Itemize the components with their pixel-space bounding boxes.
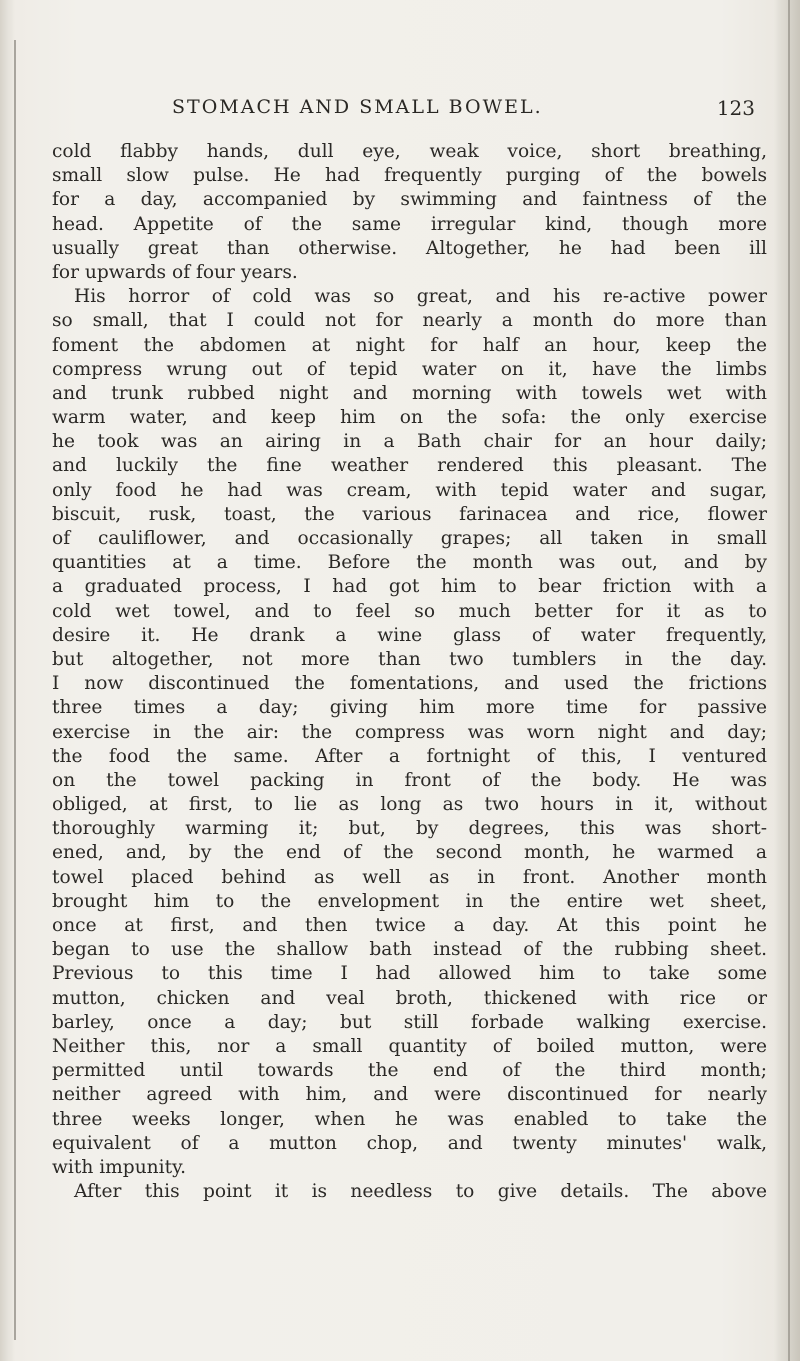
page-gutter-shadow: [0, 0, 14, 1361]
text-line: brought him to the envelopment in the entire wet sheet,: [52, 890, 767, 912]
text-line: biscuit, rusk, toast, the various farinacea and rice, flower: [52, 503, 767, 525]
text-line: I now discontinued the fomentations, and used the frictions: [52, 673, 767, 695]
text-line: he took was an airing in a Bath chair for an hour daily;: [52, 431, 767, 453]
text-line: Previous to this time I had allowed him to take some: [52, 963, 767, 985]
text-line: so small, that I could not for nearly a month do more than: [52, 310, 767, 332]
text-line: for upwards of four years.: [52, 261, 298, 283]
text-line: obliged, at first, to lie as long as two hours in it, without: [52, 794, 767, 816]
text-line: usually great than otherwise. Altogether, he had been ill: [52, 237, 767, 259]
text-line: the food the same. After a fortnight of this, I ventured: [52, 745, 767, 767]
text-line: on the towel packing in front of the body. He was: [52, 769, 767, 791]
text-line: Neither this, nor a small quantity of boiled mutton, were: [52, 1035, 767, 1057]
text-line: three weeks longer, when he was enabled to take the: [52, 1108, 767, 1130]
text-line: exercise in the air: the compress was worn night and day;: [52, 721, 767, 743]
text-line: only food he had was cream, with tepid water and sugar,: [52, 479, 767, 501]
text-line: foment the abdomen at night for half an hour, keep the: [52, 334, 767, 356]
text-line: once at first, and then twice a day. At this point he: [52, 915, 767, 936]
page-header: [30, 96, 770, 126]
text-line: for a day, accompanied by swimming and faintness of the: [52, 189, 767, 211]
paragraph-start-line: After this point it is needless to give details. The above: [74, 1181, 767, 1203]
text-line: cold flabby hands, dull eye, weak voice, short breathing,: [52, 141, 767, 162]
text-line: equivalent of a mutton chop, and twenty minutes' walk,: [52, 1132, 767, 1154]
text-line: but altogether, not more than two tumblers in the day.: [52, 648, 767, 670]
text-line: head. Appetite of the same irregular kind, though more: [52, 213, 767, 235]
page-edge-line: [788, 0, 790, 1361]
text-line: compress wrung out of tepid water on it, have the limbs: [52, 358, 767, 380]
text-line: desire it. He drank a wine glass of water frequently,: [52, 624, 767, 646]
text-line: small slow pulse. He had frequently purging of the bowels: [52, 165, 767, 187]
text-line: thoroughly warming it; but, by degrees, this was short-: [52, 818, 767, 840]
text-line: and luckily the fine weather rendered this pleasant. The: [52, 455, 767, 477]
text-line: began to use the shallow bath instead of the rubbing sheet.: [52, 939, 767, 961]
text-line: permitted until towards the end of the third month;: [52, 1060, 767, 1082]
text-line: barley, once a day; but still forbade walking exercise.: [52, 1011, 767, 1033]
running-head: STOMACH AND SMALL BOWEL.: [172, 96, 543, 118]
text-line: mutton, chicken and veal broth, thickened with rice or: [52, 987, 767, 1009]
text-line: with impunity.: [52, 1156, 187, 1178]
text-line: and trunk rubbed night and morning with towels wet with: [52, 382, 767, 404]
binding-edge-line: [14, 40, 16, 1340]
text-line: ened, and, by the end of the second month, he warmed a: [52, 842, 767, 864]
page-edge-shadow: [774, 0, 800, 1361]
text-line: a graduated process, I had got him to bear friction with a: [52, 576, 767, 598]
text-line: three times a day; giving him more time for passive: [52, 697, 767, 719]
paragraph-start-line: His horror of cold was so great, and his re-active power: [74, 286, 767, 308]
text-line: quantities at a time. Before the month was out, and by: [52, 552, 767, 574]
body-text: [52, 140, 767, 1204]
text-line: cold wet towel, and to feel so much better for it as to: [52, 600, 767, 622]
text-line: towel placed behind as well as in front. Another month: [52, 866, 767, 888]
text-line: warm water, and keep him on the sofa: the only exercise: [52, 407, 767, 429]
page-number: 123: [716, 96, 755, 120]
text-line: of cauliflower, and occasionally grapes; all taken in small: [52, 528, 767, 549]
text-line: neither agreed with him, and were discontinued for nearly: [52, 1084, 767, 1106]
